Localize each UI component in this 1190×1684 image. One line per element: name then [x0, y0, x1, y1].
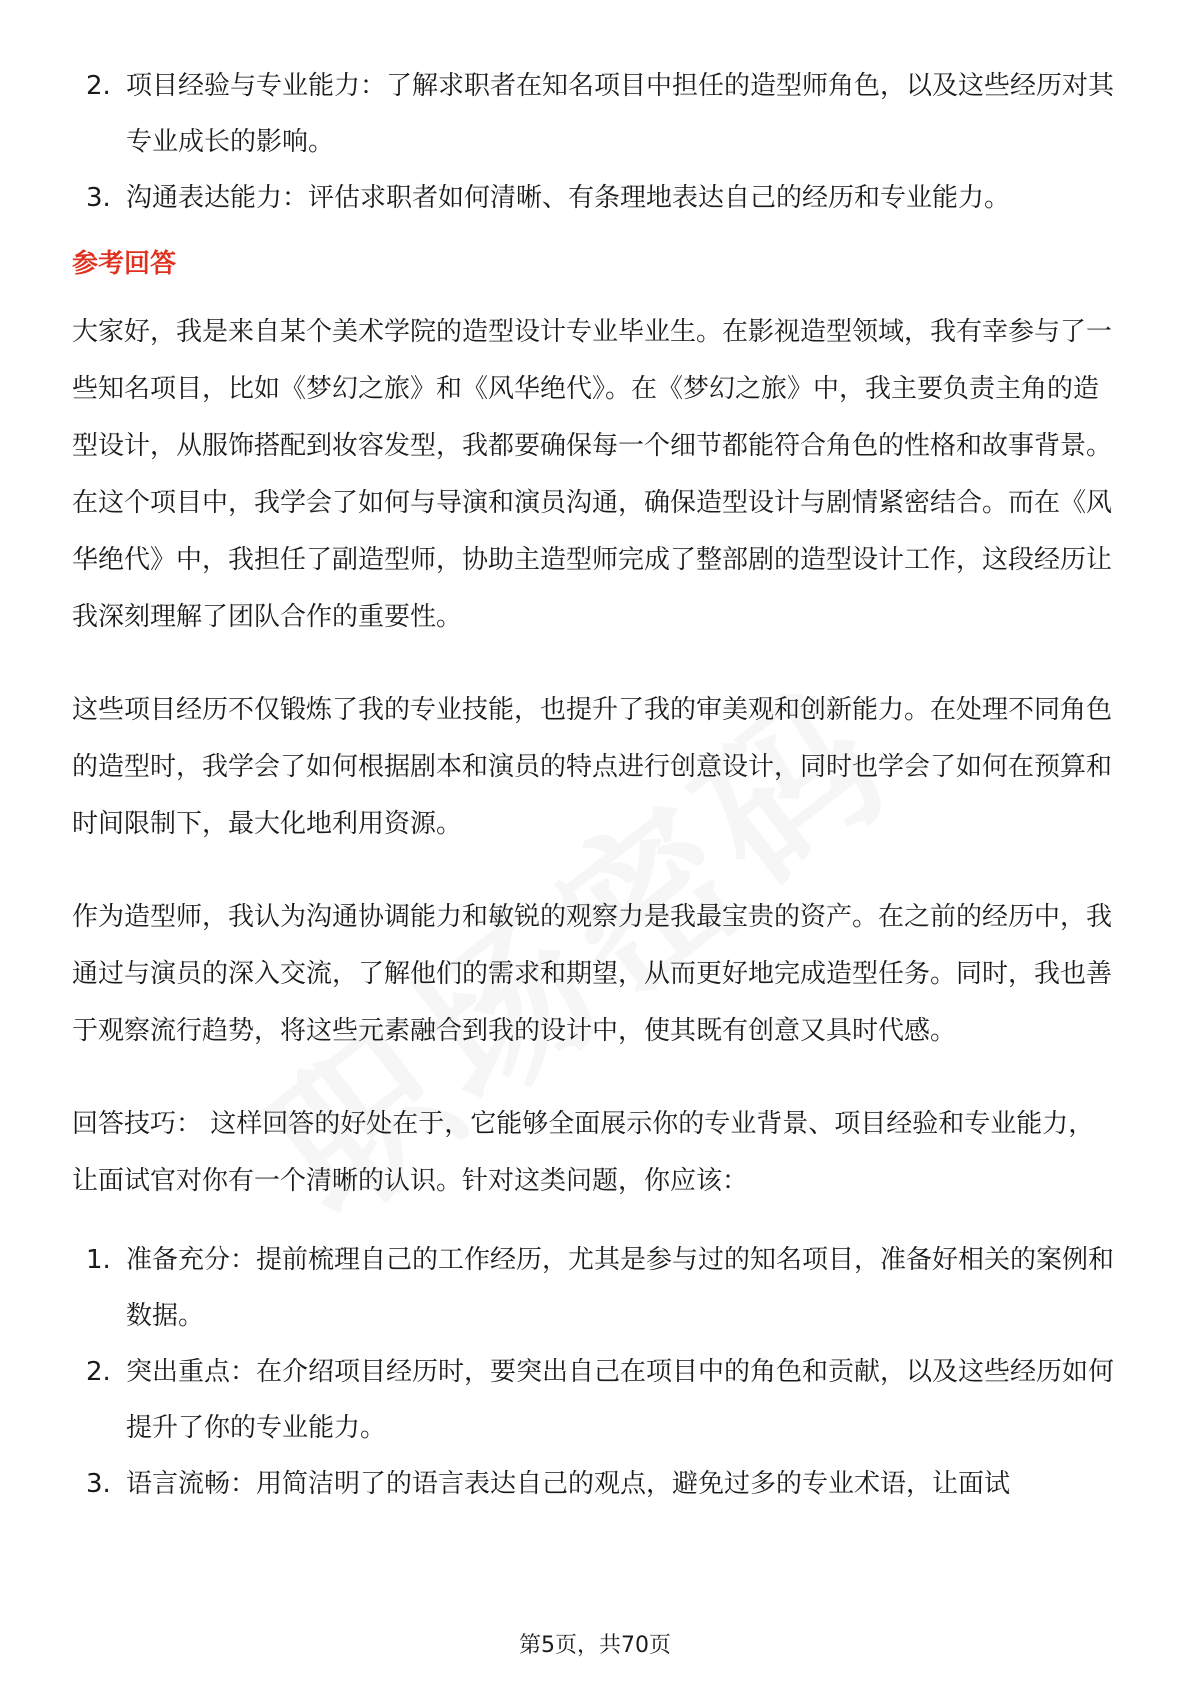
list-text: 语言流畅：用简洁明了的语言表达自己的观点，避免过多的专业术语，让面试	[126, 1469, 1011, 1499]
page-footer: 第5页，共70页	[519, 1633, 671, 1658]
list-number: 2.	[86, 1357, 111, 1387]
list-item	[72, 170, 1118, 226]
list-item	[72, 58, 1118, 170]
list-number: 3.	[86, 183, 111, 213]
list-text: 沟通表达能力：评估求职者如何清晰、有条理地表达自己的经历和专业能力。	[126, 183, 1011, 213]
list-number: 3.	[86, 1469, 111, 1499]
answer-paragraph: 这些项目经历不仅锻炼了我的专业技能，也提升了我的审美观和创新能力。在处理不同角色的造型时，我学会了如何根据剧本和演员的特点进行创意设计，同时也学会了如何在预算和时间限制下，最大化地利用资源。	[72, 695, 1113, 839]
tips-list	[72, 1232, 1118, 1512]
criteria-list	[72, 58, 1118, 226]
answer-paragraph: 作为造型师，我认为沟通协调能力和敏锐的观察力是我最宝贵的资产。在之前的经历中，我通过与演员的深入交流，了解他们的需求和期望，从而更好地完成造型任务。同时，我也善于观察流行趋势，将这些元素融合到我的设计中，使其既有创意又具时代感。	[72, 902, 1113, 1046]
list-item	[72, 1232, 1118, 1344]
list-number: 2.	[86, 71, 111, 101]
section-title: 参考回答	[72, 249, 177, 279]
page-content	[72, 58, 1118, 1512]
list-number: 1.	[86, 1245, 111, 1275]
list-text: 准备充分：提前梳理自己的工作经历，尤其是参与过的知名项目，准备好相关的案例和数据。	[126, 1245, 1115, 1331]
answer-paragraph: 大家好，我是来自某个美术学院的造型设计专业毕业生。在影视造型领域，我有幸参与了一些知名项目，比如《梦幻之旅》和《风华绝代》。在《梦幻之旅》中，我主要负责主角的造型设计，从服饰搭配到妆容发型，我都要确保每一个细节都能符合角色的性格和故事背景。在这个项目中，我学会了如何与导演和演员沟通，确保造型设计与剧情紧密结合。而在《风华绝代》中，我担任了副造型师，协助主造型师完成了整部剧的造型设计工作，这段经历让我深刻理解了团队合作的重要性。	[72, 317, 1113, 632]
list-text: 突出重点：在介绍项目经历时，要突出自己在项目中的角色和贡献，以及这些经历如何提升了你的专业能力。	[126, 1357, 1115, 1443]
list-text: 项目经验与专业能力：了解求职者在知名项目中担任的造型师角色，以及这些经历对其专业成长的影响。	[126, 71, 1115, 157]
list-item	[72, 1344, 1118, 1456]
list-item	[72, 1456, 1118, 1512]
tips-intro-paragraph: 回答技巧： 这样回答的好处在于，它能够全面展示你的专业背景、项目经验和专业能力，让面试官对你有一个清晰的认识。针对这类问题，你应该：	[72, 1109, 1095, 1196]
